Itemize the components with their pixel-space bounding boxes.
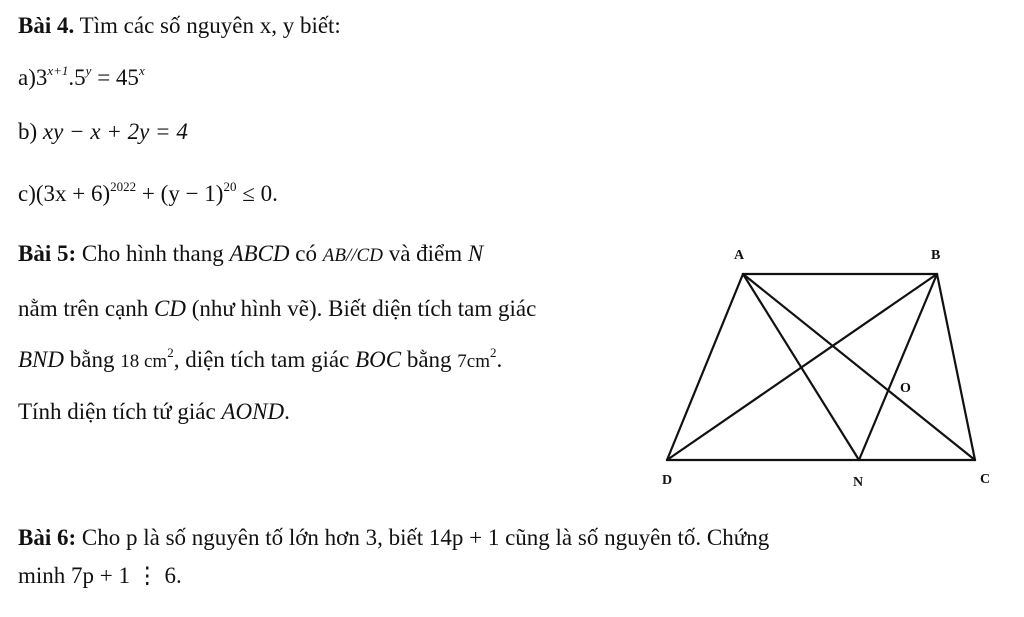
bai4-a-eq: = 45 xyxy=(91,65,139,90)
bai5-line3-end: . xyxy=(496,347,503,372)
bai5-text2b: (như hình vẽ). Biết diện tích tam giác xyxy=(191,296,537,321)
bai5-text1b: có xyxy=(295,241,318,266)
bai4-c-plus: + xyxy=(136,181,161,206)
bai5-line3 xyxy=(18,346,502,376)
bai4-c-exp2: 20 xyxy=(223,179,237,194)
bai5-text2a: nằm trên cạnh xyxy=(18,296,149,321)
bai5-area2-exp: 2 xyxy=(490,345,497,360)
bai5-line2 xyxy=(18,295,536,323)
segment-DA xyxy=(667,274,743,460)
bai5-boc: BOC xyxy=(355,347,402,372)
bai5-n: N xyxy=(467,241,484,266)
bai4-a-exp2: y xyxy=(85,63,92,78)
bai4-a-mid: .5 xyxy=(68,65,86,90)
label-O: O xyxy=(900,381,911,396)
bai6-expr1: 14p + 1 xyxy=(428,525,500,550)
bai4-part-a xyxy=(18,64,145,92)
bai5-abcd: ABCD xyxy=(229,241,290,266)
label-C: C xyxy=(980,472,991,487)
bai5-cd: CD xyxy=(154,296,186,321)
bai6-text1b: cũng là số nguyên tố. Chứng xyxy=(505,525,770,550)
bai4-c-exp1: 2022 xyxy=(110,179,137,194)
label-D: D xyxy=(662,473,673,488)
label-N: N xyxy=(853,475,864,490)
bai4-b-label: b) xyxy=(18,119,38,144)
bai5-parallel: AB//CD xyxy=(322,245,383,266)
bai4-a-exp1: x+1 xyxy=(47,63,69,78)
bai6-text1a: Cho p là số nguyên tố lớn hơn 3, biết xyxy=(81,525,424,550)
label-B: B xyxy=(931,248,941,263)
trapezoid-figure xyxy=(640,238,1024,498)
bai4-title: Bài 4. xyxy=(18,13,75,38)
bai6-text2a: minh xyxy=(18,563,66,588)
bai5-line4-end: . xyxy=(284,399,290,424)
bai4-a-base1: 3 xyxy=(35,65,48,90)
bai5-area1-exp: 2 xyxy=(167,345,174,360)
segment-AC xyxy=(743,274,975,460)
bai5-text1c: và điểm xyxy=(388,241,463,266)
bai5-text4a: Tính diện tích tứ giác xyxy=(18,399,216,424)
bai5-aond: AOND xyxy=(221,399,285,424)
bai6-title: Bài 6: xyxy=(18,525,77,550)
bai5-text3b: , diện tích tam giác xyxy=(173,347,350,372)
bai4-b-expr: xy − x + 2y = 4 xyxy=(42,119,188,144)
bai4-c-rest: ≤ 0. xyxy=(236,181,278,206)
segment-AN xyxy=(743,274,859,460)
bai4-c-label: c) xyxy=(18,181,36,206)
bai5-area1: 18 cm xyxy=(120,351,168,372)
bai5-text3c: bằng xyxy=(406,347,452,372)
bai5-text1a: Cho hình thang xyxy=(81,241,224,266)
segment-BC xyxy=(937,274,975,460)
bai5-line4 xyxy=(18,398,290,426)
bai5-line1 xyxy=(18,240,483,270)
bai4-c-part2: (y − 1) xyxy=(160,181,224,206)
bai4-a-label: a) xyxy=(18,65,36,90)
label-A: A xyxy=(734,248,745,263)
bai4-c-part1: (3x + 6) xyxy=(35,181,111,206)
bai6-expr2: 7p + 1 ⋮ 6 xyxy=(71,563,177,588)
bai5-title: Bài 5: xyxy=(18,241,77,266)
bai6-line1 xyxy=(18,524,769,552)
bai4-intro: Tìm các số nguyên x, y biết: xyxy=(79,13,341,38)
bai4-part-b xyxy=(18,118,188,146)
bai6-line2 xyxy=(18,562,182,590)
bai4-a-exp3: x xyxy=(138,63,145,78)
bai4-part-c xyxy=(18,180,278,208)
bai4-heading xyxy=(18,12,341,40)
bai5-bnd: BND xyxy=(18,347,64,372)
bai5-text3a: bằng xyxy=(69,347,115,372)
bai5-area2: 7cm xyxy=(457,351,491,372)
bai6-line2-end: . xyxy=(176,563,182,588)
